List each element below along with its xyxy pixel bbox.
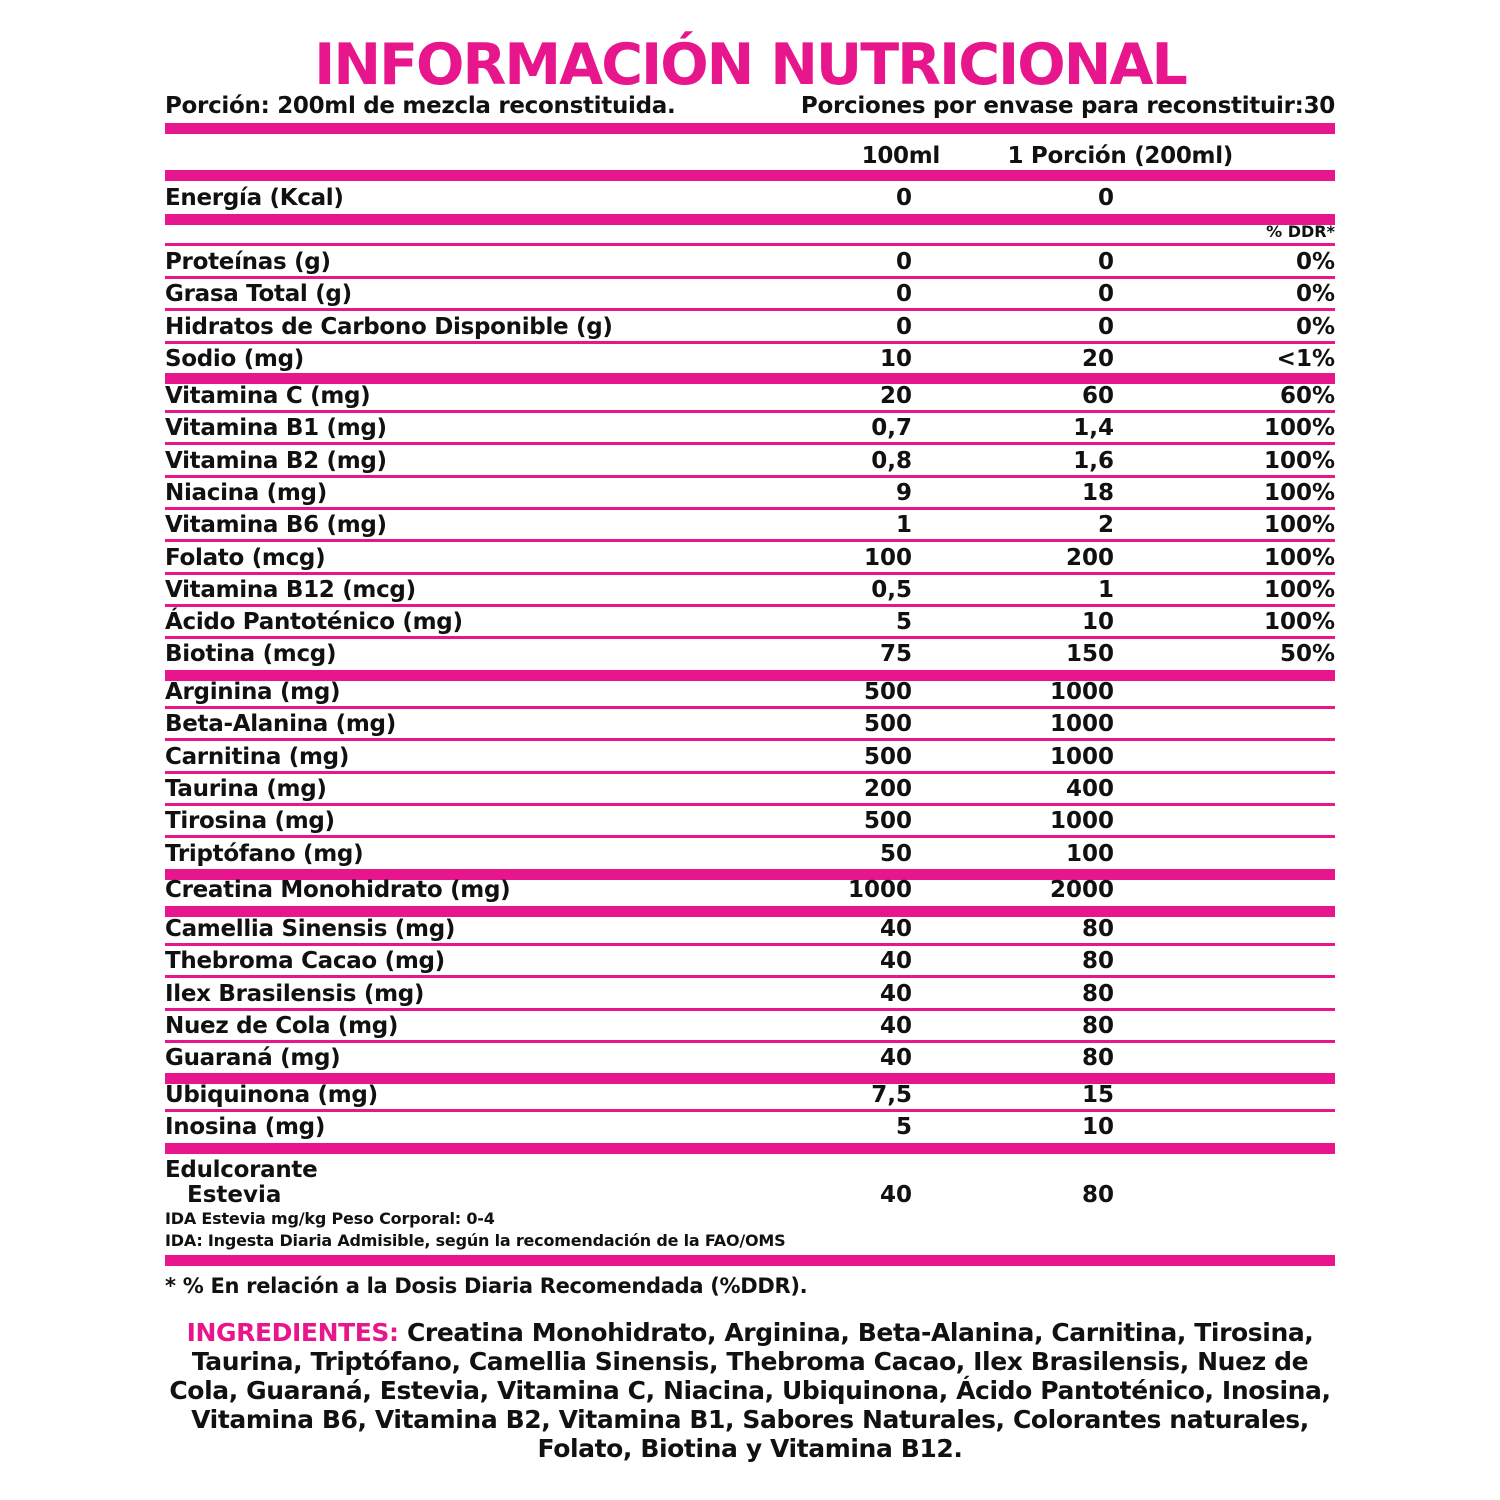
value-portion: 0	[1097, 185, 1114, 211]
value-100ml: 40	[879, 1045, 912, 1072]
servings-per-container: Porciones por envase para reconstituir:30	[800, 93, 1335, 119]
serving-size: Porción: 200ml de mezcla reconstituida.	[165, 93, 676, 119]
value-100ml: 5	[895, 1114, 912, 1141]
value-100ml: 40	[879, 916, 912, 942]
value-100ml: 1000	[847, 877, 912, 903]
table-row	[0, 1111, 1500, 1143]
table-row	[0, 380, 1500, 412]
value-portion: 80	[1081, 916, 1114, 942]
value-ddr: 100%	[1263, 544, 1335, 571]
energy-row	[0, 182, 1500, 214]
ddr-footnote: * % En relación a la Dosis Diaria Recomendada (%DDR).	[165, 1274, 808, 1298]
table-row	[0, 311, 1500, 343]
value-portion: 80	[1081, 1182, 1114, 1208]
nutrient-label: Vitamina B2 (mg)	[165, 447, 387, 474]
value-100ml: 0	[895, 185, 912, 211]
value-100ml: 0,7	[871, 415, 912, 442]
table-row	[0, 708, 1500, 740]
table-row	[0, 278, 1500, 310]
divider-bar	[165, 170, 1335, 181]
value-portion: 1000	[1049, 808, 1114, 835]
value-ddr: 0%	[1295, 281, 1335, 308]
sweetener-name: Estevia	[187, 1182, 282, 1208]
table-row	[0, 1042, 1500, 1074]
table-row	[0, 445, 1500, 477]
value-portion: 2000	[1049, 877, 1114, 903]
nutrient-label: Grasa Total (g)	[165, 281, 352, 308]
table-row	[0, 343, 1500, 375]
divider-bar	[165, 123, 1335, 134]
table-row	[0, 741, 1500, 773]
table-row	[0, 412, 1500, 444]
nutrient-label: Guaraná (mg)	[165, 1045, 341, 1072]
value-portion: 2	[1097, 512, 1114, 539]
nutrient-label: Arginina (mg)	[165, 679, 341, 705]
nutrient-label: Vitamina B1 (mg)	[165, 415, 387, 442]
value-portion: 1000	[1049, 711, 1114, 738]
value-ddr: 100%	[1263, 479, 1335, 506]
value-portion: 150	[1065, 641, 1114, 668]
nutrient-label: Hidratos de Carbono Disponible (g)	[165, 313, 613, 340]
value-ddr: 60%	[1279, 383, 1335, 409]
value-ddr: 100%	[1263, 576, 1335, 603]
ingredients-block	[160, 1318, 1340, 1463]
value-ddr: 0%	[1295, 313, 1335, 340]
table-row	[0, 542, 1500, 574]
nutrient-label: Ilex Brasilensis (mg)	[165, 980, 425, 1007]
nutrient-label: Energía (Kcal)	[165, 185, 344, 211]
value-100ml: 0	[895, 249, 912, 275]
table-row	[0, 805, 1500, 837]
value-100ml: 10	[879, 345, 912, 372]
value-100ml: 5	[895, 609, 912, 636]
table-row	[0, 509, 1500, 541]
value-ddr: 100%	[1263, 447, 1335, 474]
value-100ml: 40	[879, 1182, 912, 1208]
value-portion: 1,6	[1073, 447, 1114, 474]
divider-bar	[165, 1255, 1335, 1266]
value-portion: 80	[1081, 948, 1114, 975]
nutrient-label: Inosina (mg)	[165, 1114, 326, 1141]
value-100ml: 40	[879, 980, 912, 1007]
table-row	[0, 773, 1500, 805]
value-ddr: <1%	[1276, 345, 1335, 372]
value-100ml: 40	[879, 948, 912, 975]
nutrient-label: Nuez de Cola (mg)	[165, 1012, 399, 1039]
value-100ml: 50	[879, 840, 912, 867]
value-100ml: 0	[895, 281, 912, 308]
ingredients-text: Creatina Monohidrato, Arginina, Beta-Alanina, Carnitina, Tirosina, Taurina, Triptófano, Camellia Sinensis, Thebroma Cacao, Ilex Brasilensis, Nuez de Cola, Guaraná, Estevia, Vitamina C, Niacina, Ubiquinona, Ácido Pantoténico, Inosina, Vitamina B6, Vitamina B2, Vitamina B1, Sabores Naturales, Colorantes naturales, Folato, Biotina y Vitamina B12.	[169, 1318, 1331, 1463]
nutrient-label: Taurina (mg)	[165, 775, 327, 802]
value-100ml: 500	[863, 808, 912, 835]
nutrient-label: Vitamina B12 (mcg)	[165, 576, 416, 603]
value-ddr: 0%	[1295, 249, 1335, 275]
value-portion: 200	[1065, 544, 1114, 571]
value-portion: 60	[1081, 383, 1114, 409]
table-row	[0, 1010, 1500, 1042]
nutrient-label: Creatina Monohidrato (mg)	[165, 877, 511, 903]
value-100ml: 40	[879, 1012, 912, 1039]
table-row	[0, 874, 1500, 906]
table-row	[0, 638, 1500, 670]
value-100ml: 75	[879, 641, 912, 668]
divider-bar	[165, 214, 1335, 225]
value-100ml: 500	[863, 711, 912, 738]
column-header-100ml: 100ml	[861, 143, 940, 169]
ida-note: IDA Estevia mg/kg Peso Corporal: 0-4	[165, 1209, 495, 1228]
value-portion: 1000	[1049, 679, 1114, 705]
nutrient-label: Ácido Pantoténico (mg)	[165, 609, 463, 636]
nutrient-label: Tirosina (mg)	[165, 808, 335, 835]
table-row	[0, 676, 1500, 708]
table-row	[0, 606, 1500, 638]
nutrient-label: Camellia Sinensis (mg)	[165, 916, 456, 942]
value-portion: 20	[1081, 345, 1114, 372]
nutrient-label: Vitamina B6 (mg)	[165, 512, 387, 539]
value-ddr: 100%	[1263, 415, 1335, 442]
nutrient-label: Vitamina C (mg)	[165, 383, 371, 409]
nutrient-label: Folato (mcg)	[165, 544, 326, 571]
value-portion: 100	[1065, 840, 1114, 867]
table-row	[0, 945, 1500, 977]
column-header-ddr: % DDR*	[1266, 222, 1335, 241]
value-portion: 80	[1081, 1045, 1114, 1072]
sweetener-label: Edulcorante	[165, 1157, 318, 1183]
value-100ml: 500	[863, 679, 912, 705]
value-100ml: 100	[863, 544, 912, 571]
value-portion: 1	[1097, 576, 1114, 603]
nutrient-label: Biotina (mcg)	[165, 641, 337, 668]
value-ddr: 100%	[1263, 609, 1335, 636]
ingredients-label: INGREDIENTES:	[186, 1318, 399, 1347]
nutrient-label: Beta-Alanina (mg)	[165, 711, 396, 738]
column-header-portion: 1 Porción (200ml)	[1007, 143, 1233, 169]
value-portion: 0	[1097, 313, 1114, 340]
ida-definition: IDA: Ingesta Diaria Admisible, según la recomendación de la FAO/OMS	[165, 1231, 786, 1250]
value-portion: 15	[1081, 1082, 1114, 1108]
table-row	[0, 1079, 1500, 1111]
value-ddr: 50%	[1279, 641, 1335, 668]
nutrient-label: Carnitina (mg)	[165, 743, 350, 770]
table-row	[0, 477, 1500, 509]
value-portion: 10	[1081, 1114, 1114, 1141]
value-100ml: 0	[895, 313, 912, 340]
table-row	[0, 978, 1500, 1010]
value-100ml: 0,8	[871, 447, 912, 474]
value-100ml: 500	[863, 743, 912, 770]
value-100ml: 7,5	[871, 1082, 912, 1108]
table-row	[0, 574, 1500, 606]
page-title: INFORMACIÓN NUTRICIONAL	[314, 32, 1186, 98]
value-100ml: 200	[863, 775, 912, 802]
value-portion: 80	[1081, 980, 1114, 1007]
table-row	[0, 913, 1500, 945]
value-portion: 80	[1081, 1012, 1114, 1039]
value-ddr: 100%	[1263, 512, 1335, 539]
nutrient-label: Proteínas (g)	[165, 249, 331, 275]
value-portion: 1,4	[1073, 415, 1114, 442]
nutrient-label: Sodio (mg)	[165, 345, 304, 372]
value-100ml: 20	[879, 383, 912, 409]
value-portion: 400	[1065, 775, 1114, 802]
value-portion: 10	[1081, 609, 1114, 636]
value-100ml: 0,5	[871, 576, 912, 603]
value-portion: 0	[1097, 249, 1114, 275]
table-row	[0, 246, 1500, 278]
value-100ml: 9	[895, 479, 912, 506]
value-100ml: 1	[895, 512, 912, 539]
value-portion: 18	[1081, 479, 1114, 506]
divider-bar	[165, 1143, 1335, 1154]
nutrient-label: Thebroma Cacao (mg)	[165, 948, 445, 975]
nutrient-label: Niacina (mg)	[165, 479, 327, 506]
nutrient-label: Ubiquinona (mg)	[165, 1082, 378, 1108]
value-portion: 0	[1097, 281, 1114, 308]
table-row	[0, 838, 1500, 870]
value-portion: 1000	[1049, 743, 1114, 770]
nutrient-label: Triptófano (mg)	[165, 840, 364, 867]
